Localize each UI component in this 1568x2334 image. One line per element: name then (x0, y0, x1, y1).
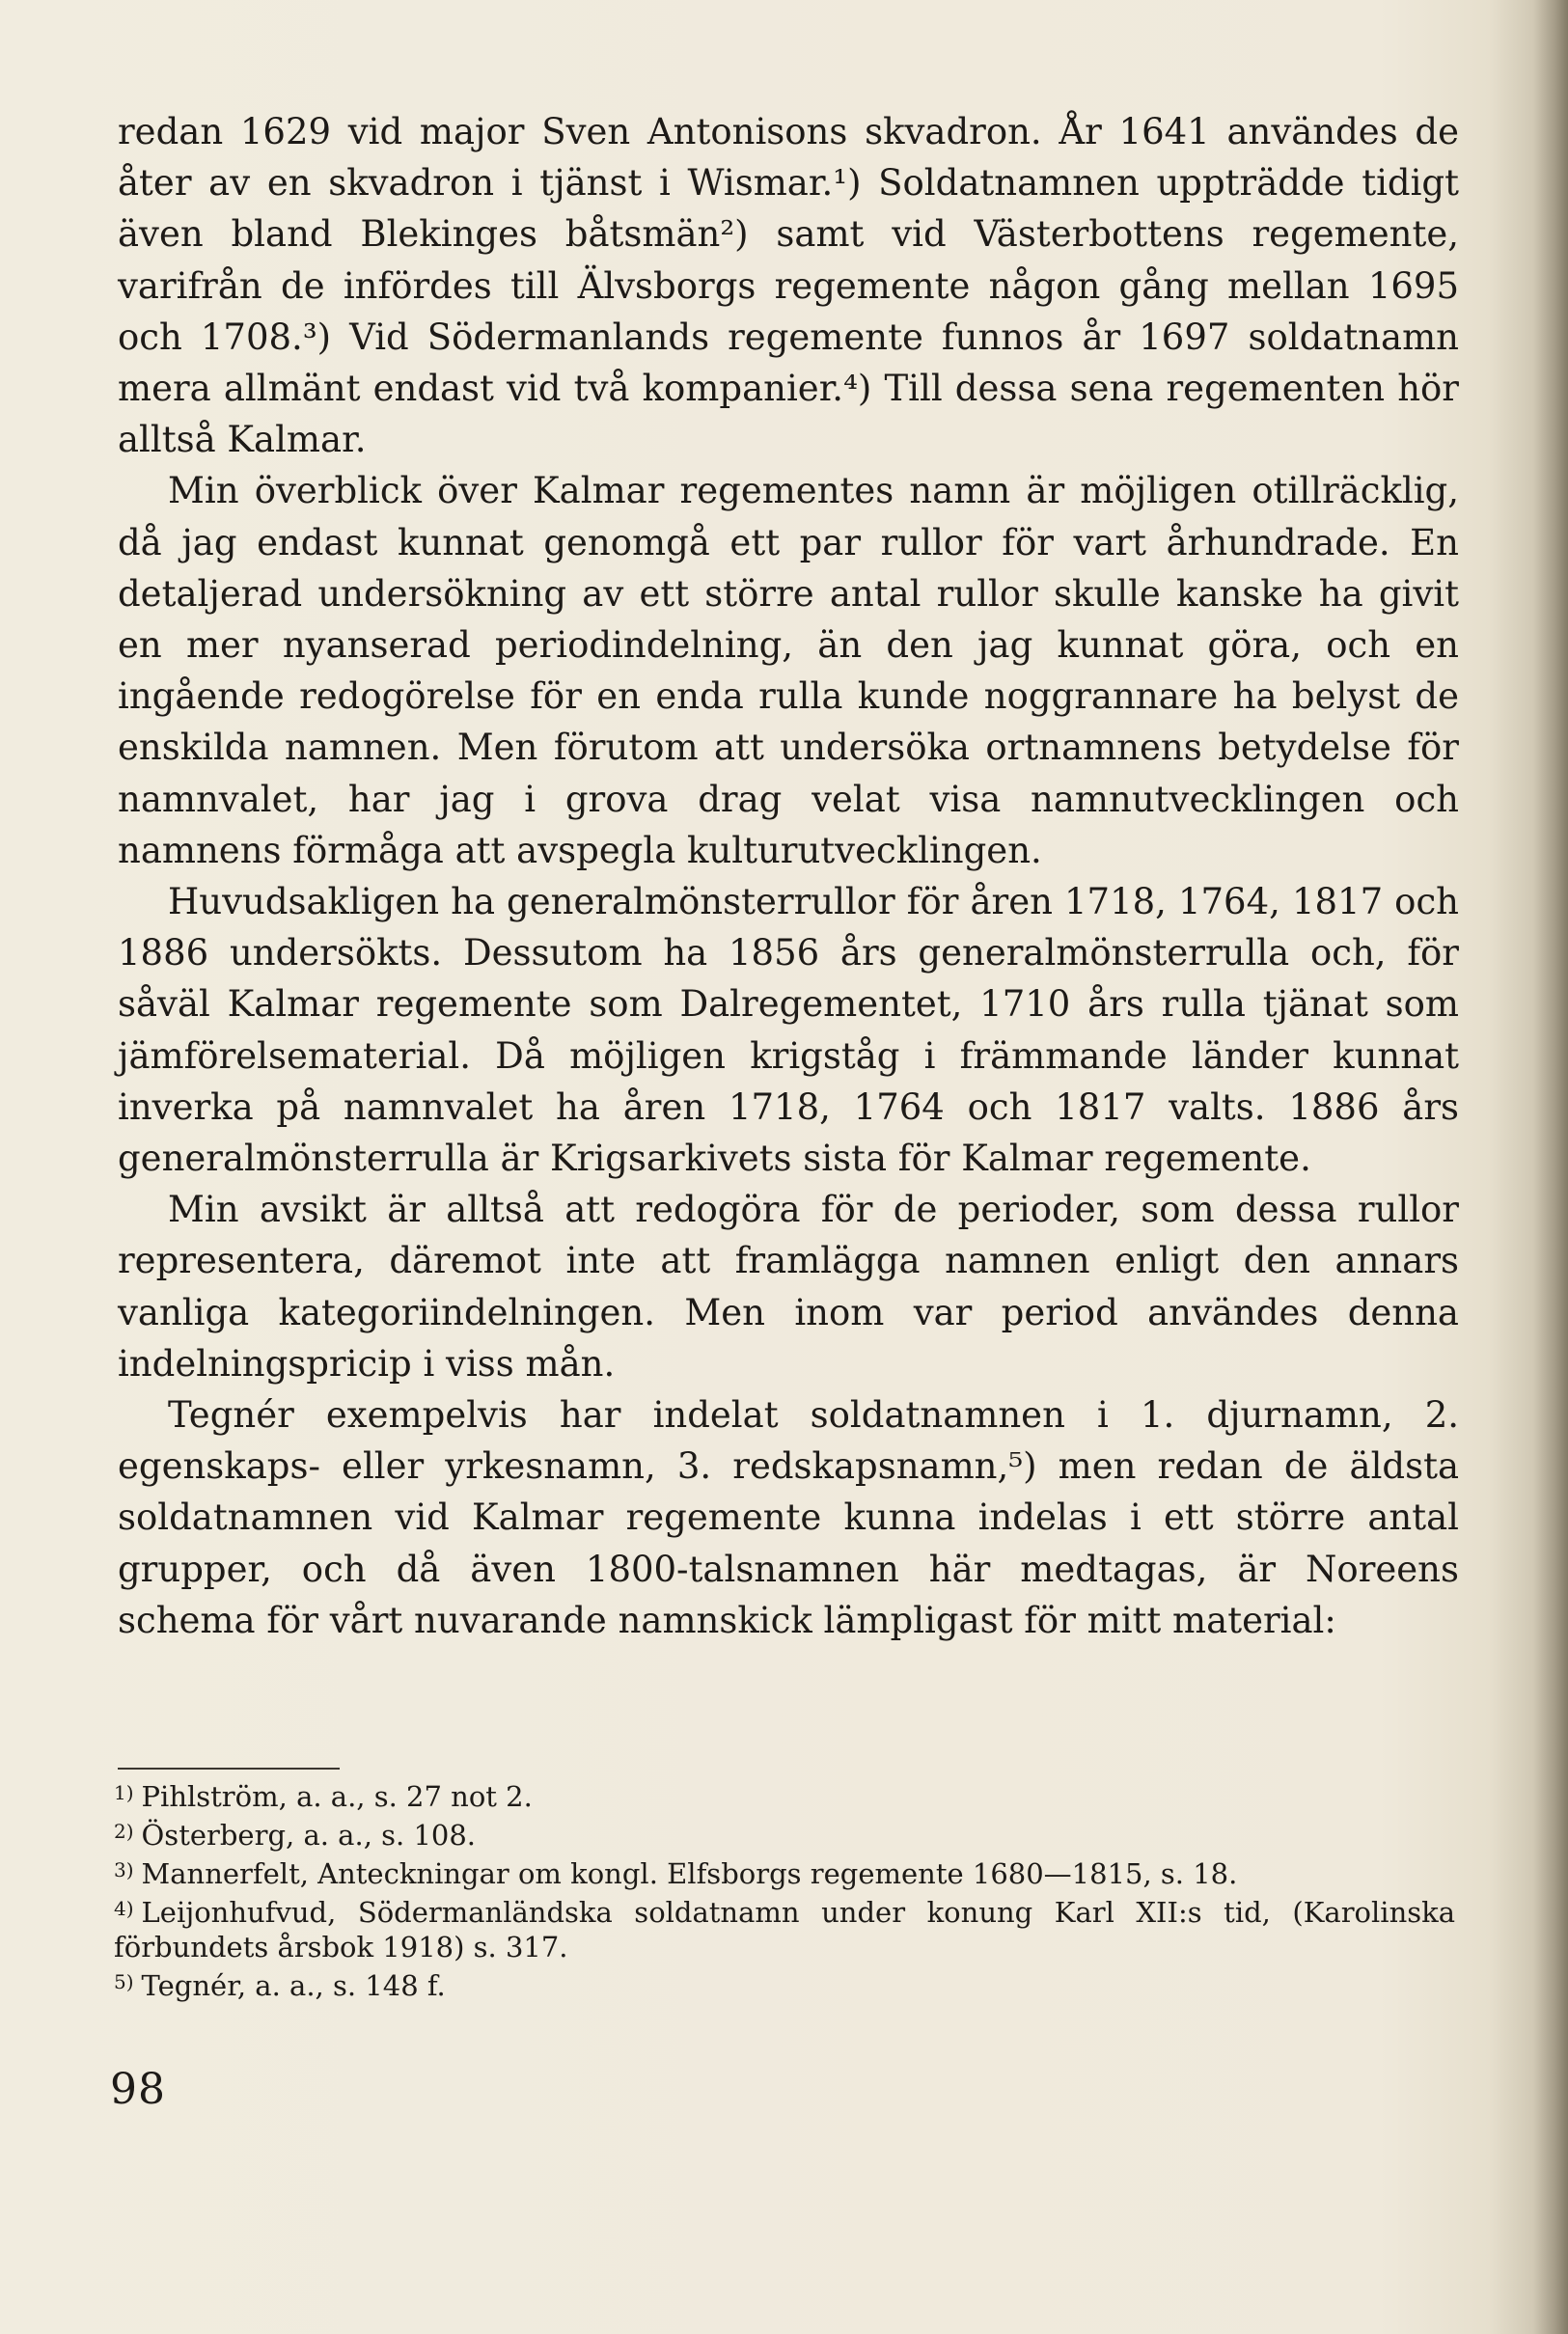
footnote-1 (114, 1775, 1455, 1814)
footnote-number: 3) (114, 1858, 134, 1881)
footnote-2 (114, 1814, 1455, 1853)
footnotes (114, 1775, 1455, 2003)
footnote-text: Mannerfelt, Anteckningar om kongl. Elfsborgs regemente 1680—1815, s. 18. (141, 1857, 1238, 1890)
footnote-5 (114, 1964, 1455, 2003)
footnote-text: Tegnér, a. a., s. 148 f. (141, 1969, 446, 2002)
paragraph-3: Huvudsakligen ha generalmönsterrullor för åren 1718, 1764, 1817 och 1886 undersökts. Dessutom ha 1856 års generalmönsterrulla och, för såväl Kalmar regemente som Dalregementet, 1710 års rulla tjänat som jämförelsematerial. Då möjligen krigståg i främmande länder kunnat inverka på namnvalet ha åren 1718, 1764 och 1817 valts. 1886 års generalmönsterrulla är Krigsarkivets sista för Kalmar regemente. (118, 881, 1459, 1180)
footnote-3 (114, 1853, 1455, 1891)
footnote-number: 1) (114, 1781, 134, 1804)
body-text (118, 106, 1459, 1646)
footnote-number: 2) (114, 1820, 134, 1843)
footnote-4 (114, 1891, 1455, 1964)
paragraph-4: Min avsikt är alltså att redogöra för de perioder, som dessa rullor representera, däremot inte att framlägga namnen enligt den annars vanliga kategoriindelningen. Men inom var period användes denna indelningspricip i viss mån. (118, 1189, 1459, 1385)
paragraph-1: redan 1629 vid major Sven Antonisons skvadron. År 1641 användes de åter av en skvadron i tjänst i Wismar.¹) Soldatnamnen uppträdde tidigt även bland Blekinges båtsmän²) samt vid Västerbottens regemente, varifrån de infördes till Älvsborgs regemente någon gång mellan 1695 och 1708.³) Vid Södermanlands regemente funnos år 1697 soldatnamn mera allmänt endast vid två kompanier.⁴) Till dessa sena regementen hör alltså Kalmar. (118, 111, 1459, 461)
footnote-divider (118, 1768, 340, 1770)
binding-shadow (1533, 0, 1568, 2334)
footnote-text: Pihlström, a. a., s. 27 not 2. (141, 1780, 533, 1813)
paragraph-5: Tegnér exempelvis har indelat soldatnamnen i 1. djurnamn, 2. egenskaps- eller yrkesnamn, 3. redskapsnamn,⁵) men redan de äldsta soldatnamnen vid Kalmar regemente kunna indelas i ett större antal grupper, och då även 1800-talsnamnen här medtagas, är Noreens schema för vårt nuvarande namnskick lämpligast för mitt material: (118, 1394, 1459, 1641)
footnote-text: Leijonhufvud, Södermanländska soldatnamn under konung Karl XII:s tid, (Karolinska förbundets årsbok 1918) s. 317. (114, 1896, 1455, 1963)
footnote-number: 4) (114, 1897, 134, 1920)
page-number: 98 (110, 2065, 166, 2114)
paragraph-2: Min överblick över Kalmar regementes namn är möjligen otillräcklig, då jag endast kunnat genomgå ett par rullor för vart århundrade. En detaljerad undersökning av ett större antal rullor skulle kanske ha givit en mer nyanserad periodindelning, än den jag kunnat göra, och en ingående redogörelse för en enda rulla kunde noggrannare ha belyst de enskilda namnen. Men förutom att undersöka ortnamnens betydelse för namnvalet, har jag i grova drag velat visa namnutvecklingen och namnens förmåga att avspegla kulturutvecklingen. (118, 470, 1459, 871)
footnote-text: Österberg, a. a., s. 108. (141, 1819, 477, 1852)
footnote-number: 5) (114, 1970, 134, 1993)
